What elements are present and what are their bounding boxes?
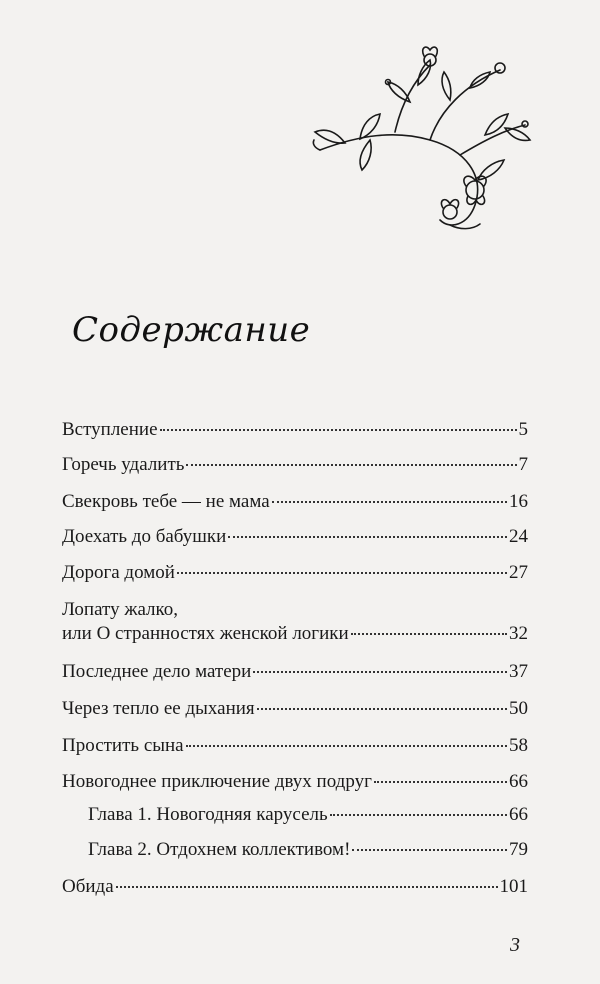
dot-leader xyxy=(352,849,507,851)
dot-leader xyxy=(160,429,517,431)
toc-heading: Содержание xyxy=(72,310,311,350)
toc-subentry[interactable] xyxy=(88,803,528,827)
toc-entry-title: Дорога домой xyxy=(62,562,175,583)
dot-leader xyxy=(272,501,507,503)
toc-subentry[interactable] xyxy=(88,838,528,862)
toc-entry[interactable] xyxy=(62,875,528,899)
dot-leader xyxy=(330,814,507,816)
toc-entry-title: Новогоднее приключение двух подруг xyxy=(62,771,372,792)
toc-entry[interactable] xyxy=(62,525,528,549)
toc-entry-page: 37 xyxy=(509,661,528,682)
dot-leader xyxy=(186,745,507,747)
toc-entry-title: или О странностях женской логики xyxy=(62,623,349,644)
toc-entry[interactable] xyxy=(62,660,528,684)
toc-entry-page: 32 xyxy=(509,623,528,644)
toc-entry[interactable] xyxy=(62,770,528,794)
toc-entry-title: Последнее дело матери xyxy=(62,661,252,682)
floral-branch-icon xyxy=(300,40,540,240)
toc-entry-title: Глава 1. Новогодняя карусель xyxy=(88,804,328,825)
toc-entry[interactable] xyxy=(62,697,528,721)
toc-entry-title: Горечь удалить xyxy=(62,454,185,475)
toc-entry-page: 66 xyxy=(509,804,528,825)
toc-entry-page: 16 xyxy=(509,491,528,512)
toc-entry[interactable] xyxy=(62,418,528,442)
dot-leader xyxy=(374,781,507,783)
toc-entry[interactable] xyxy=(62,453,528,477)
toc-entry-title: Свекровь тебе — не мама xyxy=(62,491,270,512)
toc-entry-title: Глава 2. Отдохнем коллективом! xyxy=(88,839,351,860)
toc-entry-title: Вступление xyxy=(62,419,158,440)
toc-entry-page: 24 xyxy=(509,526,528,547)
dot-leader xyxy=(351,633,507,635)
toc-entry[interactable] xyxy=(62,561,528,585)
toc-entry-title: Простить сына xyxy=(62,735,184,756)
toc-entry[interactable] xyxy=(62,734,528,758)
toc-entry-title: Доехать до бабушки xyxy=(62,526,227,547)
page-number: 3 xyxy=(510,934,520,956)
toc-entry-title: Обида xyxy=(62,876,114,897)
toc-entry[interactable] xyxy=(62,490,528,514)
toc-entry-page: 7 xyxy=(518,454,528,475)
toc-entry-page: 50 xyxy=(509,698,528,719)
toc-entry-page: 79 xyxy=(509,839,528,860)
toc-entry-title: Через тепло ее дыхания xyxy=(62,698,255,719)
dot-leader xyxy=(228,536,507,538)
dot-leader xyxy=(186,464,516,466)
toc-entry-page: 5 xyxy=(518,419,528,440)
dot-leader xyxy=(116,886,498,888)
toc-entry-page: 66 xyxy=(509,771,528,792)
toc-entry-title-line1: Лопату жалко, xyxy=(62,599,179,620)
toc-entry[interactable] xyxy=(62,598,528,646)
dot-leader xyxy=(257,708,507,710)
toc-entry-page: 27 xyxy=(509,562,528,583)
toc-entry-page: 101 xyxy=(499,876,528,897)
dot-leader xyxy=(177,572,507,574)
toc-entry-page: 58 xyxy=(509,735,528,756)
dot-leader xyxy=(253,671,507,673)
